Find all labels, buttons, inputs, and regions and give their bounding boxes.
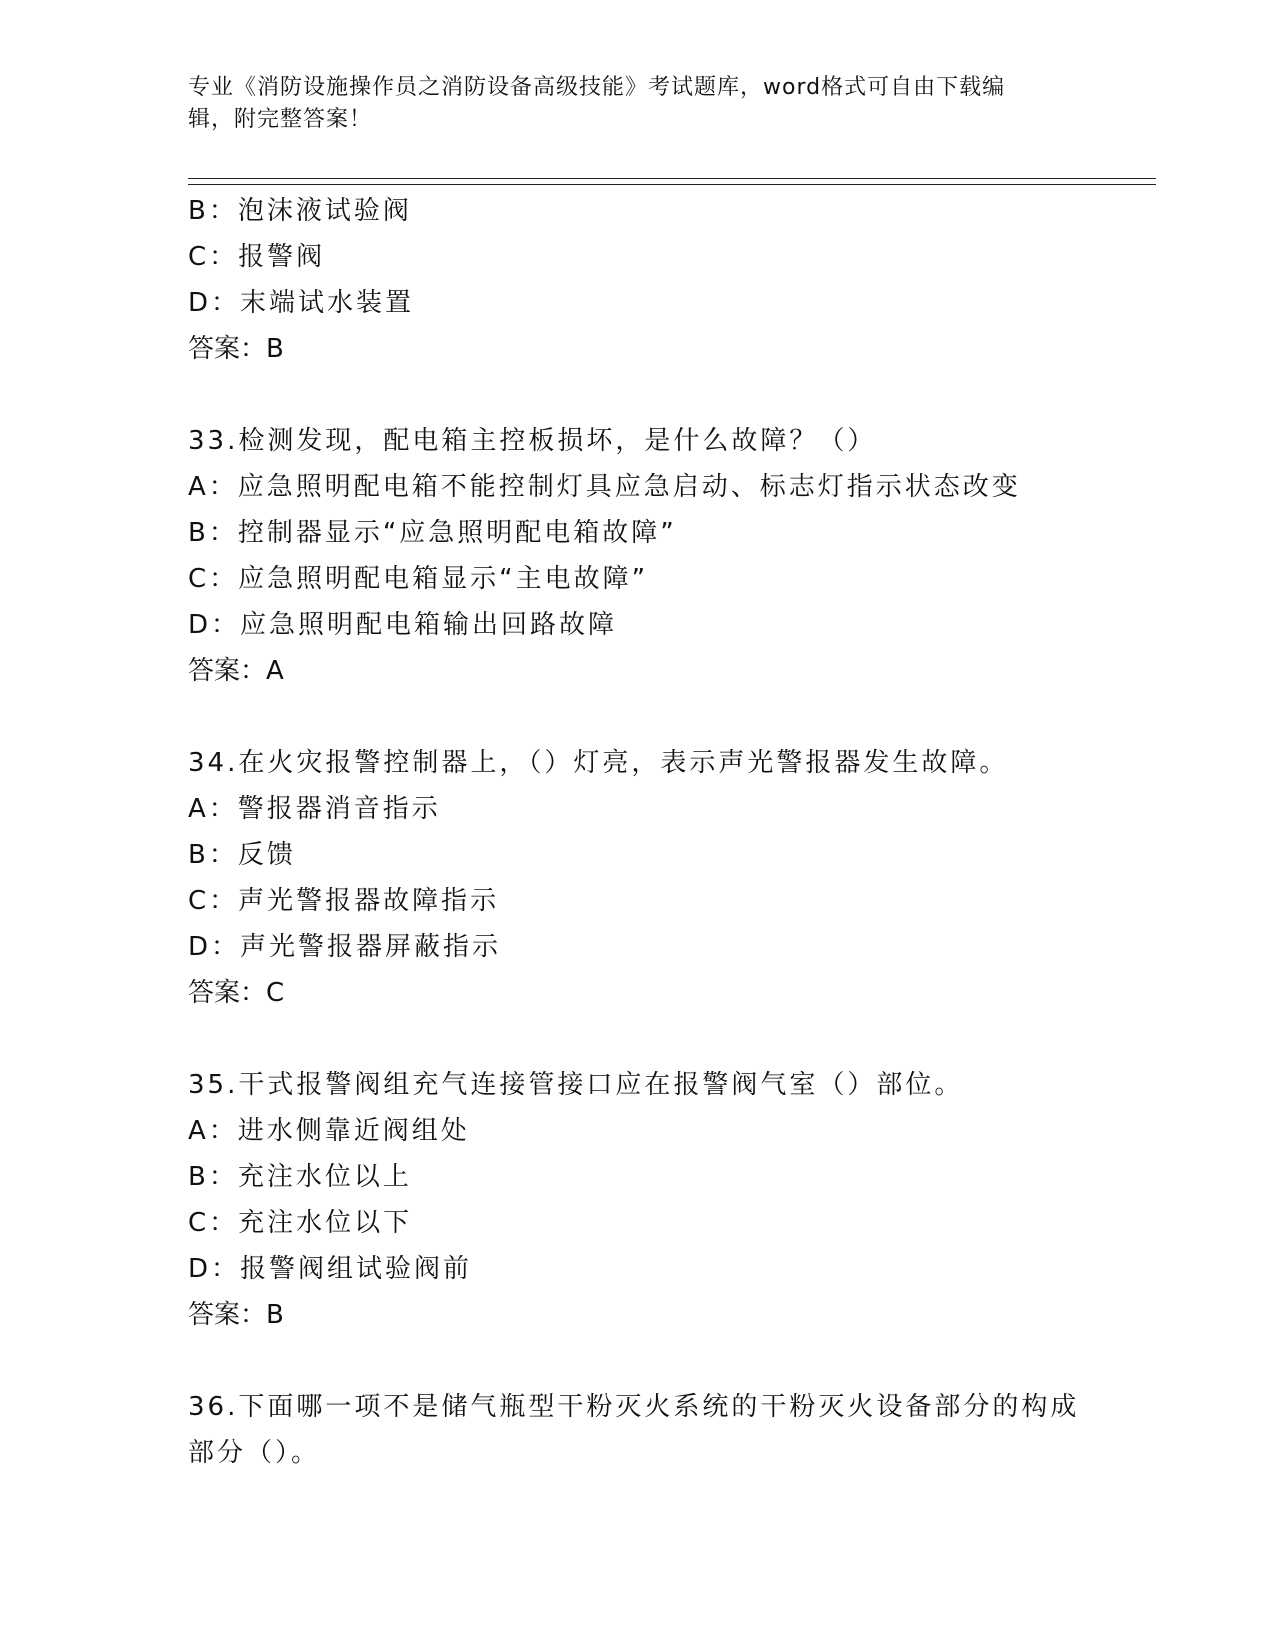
option-c: C：应急照明配电箱显示“主电故障” bbox=[188, 564, 649, 594]
option-c: C：充注水位以下 bbox=[188, 1208, 413, 1238]
header-divider-bottom bbox=[188, 184, 1156, 185]
header-line-2: 辑，附完整答案！ bbox=[188, 107, 373, 132]
header-line-1: 专业《消防设施操作员之消防设备高级技能》考试题库，word格式可自由下载编 bbox=[188, 75, 1006, 100]
option-a: A：应急照明配电箱不能控制灯具应急启动、标志灯指示状态改变 bbox=[188, 472, 1021, 502]
option-a: A：进水侧靠近阀组处 bbox=[188, 1116, 470, 1146]
option-d: D：声光警报器屏蔽指示 bbox=[188, 932, 502, 962]
question-32-tail bbox=[188, 188, 1088, 372]
answer-label: 答案：B bbox=[188, 1300, 284, 1330]
option-b: B：泡沫液试验阀 bbox=[188, 196, 412, 226]
question-stem-line-1: 36.下面哪一项不是储气瓶型干粉灭火系统的干粉灭火设备部分的构成 bbox=[188, 1392, 1080, 1422]
answer-label: 答案：B bbox=[188, 334, 284, 364]
answer-label: 答案：C bbox=[188, 978, 285, 1008]
option-b: B：控制器显示“应急照明配电箱故障” bbox=[188, 518, 677, 548]
question-36 bbox=[188, 1384, 1088, 1476]
option-d: D：报警阀组试验阀前 bbox=[188, 1254, 473, 1284]
option-d: D：应急照明配电箱输出回路故障 bbox=[188, 610, 618, 640]
question-stem-line-2: 部分（）。 bbox=[188, 1438, 321, 1468]
question-list bbox=[188, 188, 1088, 1476]
option-c: C：声光警报器故障指示 bbox=[188, 886, 500, 916]
question-34 bbox=[188, 740, 1088, 1016]
document-header bbox=[188, 72, 1068, 136]
question-stem: 34.在火灾报警控制器上，（）灯亮，表示声光警报器发生故障。 bbox=[188, 748, 1009, 778]
option-c: C：报警阀 bbox=[188, 242, 326, 272]
question-stem: 35.干式报警阀组充气连接管接口应在报警阀气室（）部位。 bbox=[188, 1070, 964, 1100]
option-b: B：反馈 bbox=[188, 840, 296, 870]
question-stem: 33.检测发现，配电箱主控板损坏，是什么故障？（） bbox=[188, 426, 877, 456]
question-33 bbox=[188, 418, 1088, 694]
answer-label: 答案：A bbox=[188, 656, 284, 686]
header-divider-top bbox=[188, 178, 1156, 179]
question-35 bbox=[188, 1062, 1088, 1338]
option-a: A：警报器消音指示 bbox=[188, 794, 441, 824]
option-d: D：末端试水装置 bbox=[188, 288, 415, 318]
option-b: B：充注水位以上 bbox=[188, 1162, 412, 1192]
